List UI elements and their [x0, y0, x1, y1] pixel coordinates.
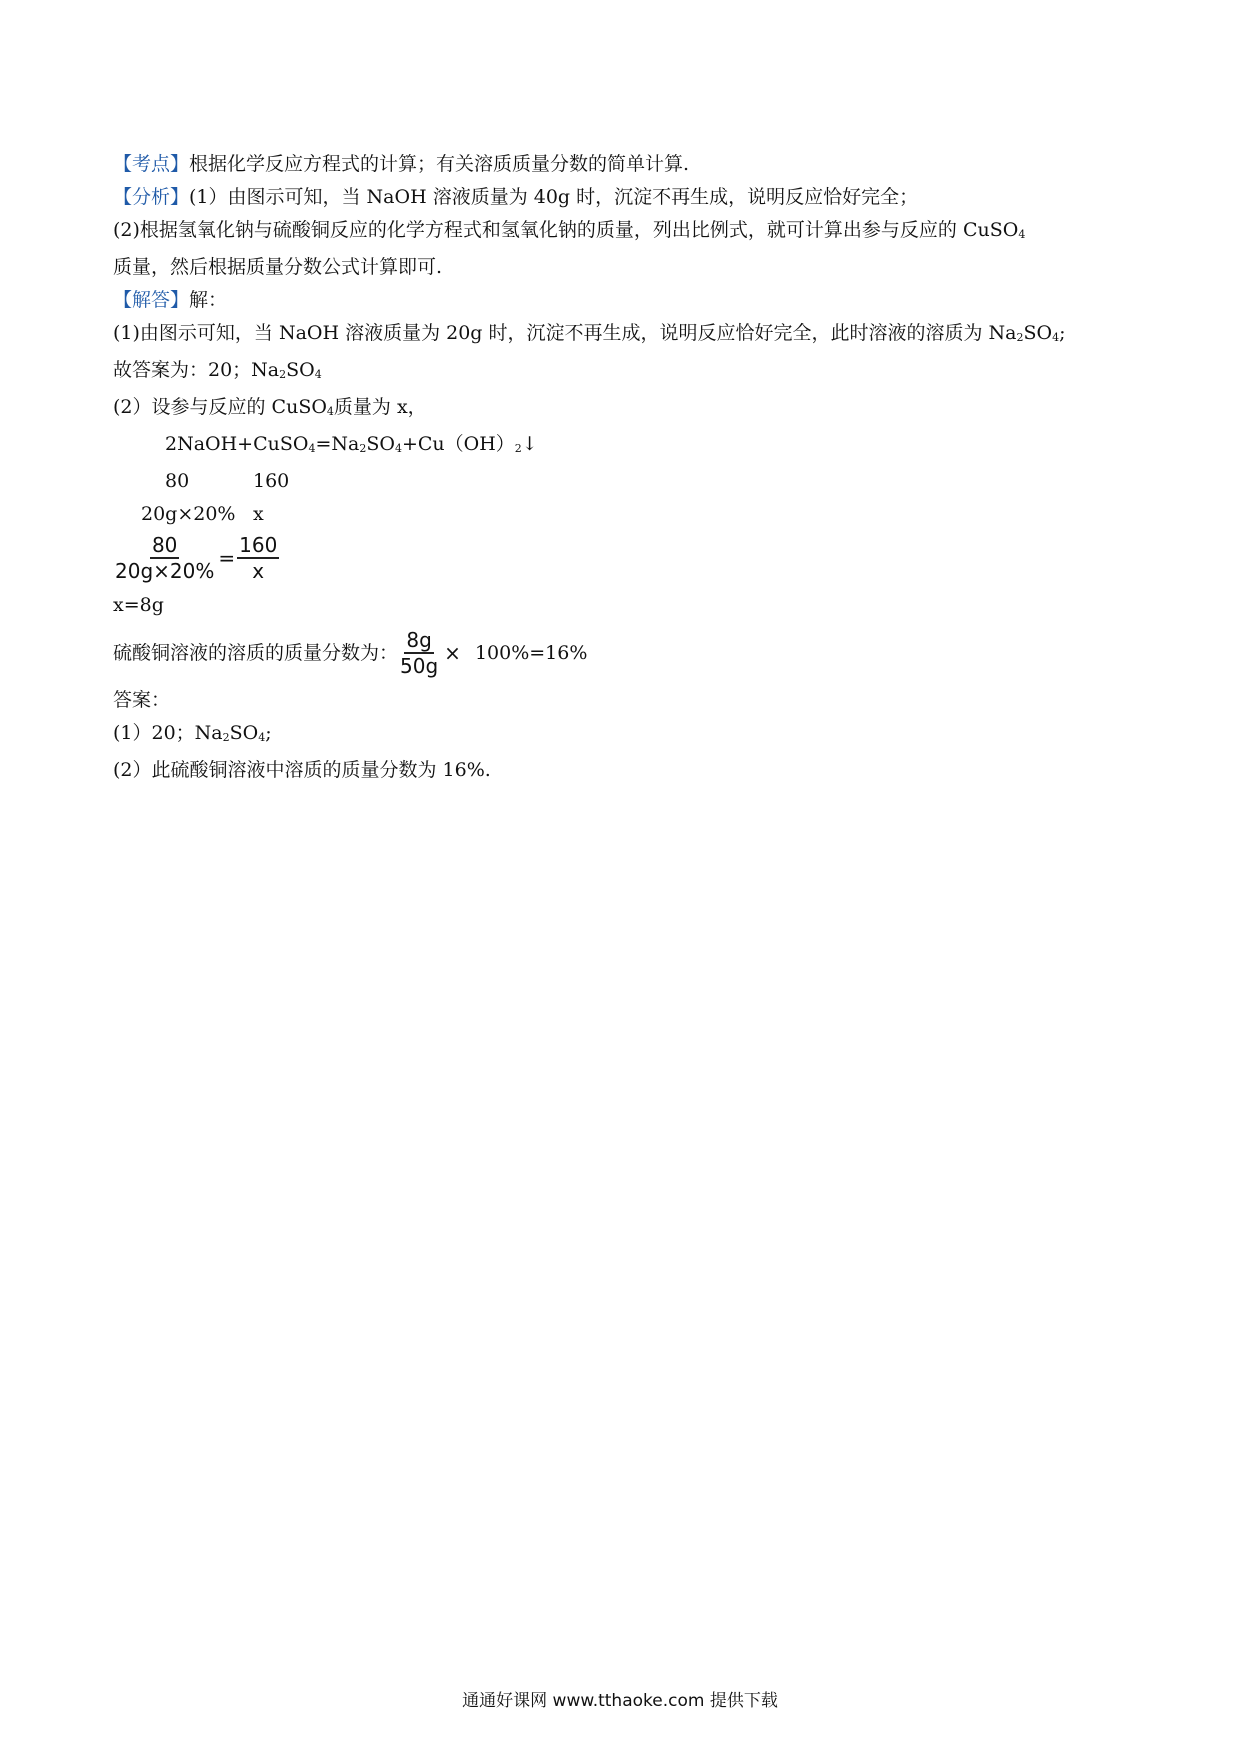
answer-text: 故答案为：20；Na	[113, 359, 280, 381]
equation-reactants: 2NaOH+CuSO	[165, 433, 309, 455]
mass-fraction-frac	[398, 628, 440, 678]
fenxi-line-2-text: (2)根据氢氧化钠与硫酸铜反应的化学方程式和氢氧化钠的质量，列出比例式，就可计算出参与反应的 CuSO	[113, 219, 1019, 241]
kaodian-text: 根据化学反应方程式的计算；有关溶质质量分数的简单计算.	[189, 153, 690, 175]
subscript: 4	[1018, 228, 1026, 241]
equation-product-1: =Na	[315, 433, 360, 455]
fraction-left-numerator: 80	[151, 533, 178, 557]
subscript: 4	[1052, 331, 1060, 344]
jieda-label: 【解答】	[113, 289, 190, 311]
jieda-line	[113, 284, 1133, 317]
subscript: 2	[359, 442, 367, 455]
answer-1	[113, 717, 1133, 754]
chemical-equation	[113, 428, 1133, 465]
fenxi-line-1	[113, 181, 1133, 214]
part-2-end: 质量为 x，	[333, 396, 427, 418]
subscript: 2	[514, 442, 522, 455]
answer-2: (2）此硫酸铜溶液中溶质的质量分数为 16%.	[113, 759, 491, 781]
fraction-right-numerator: 160	[239, 533, 278, 557]
punctuation: ;	[1059, 322, 1066, 344]
solution-part-1	[113, 317, 1133, 354]
subscript: 2	[1016, 331, 1024, 344]
fenxi-line-2	[113, 214, 1133, 251]
answer-1-text: (1）20；Na	[113, 722, 223, 744]
mass-fraction-denominator: 50g	[400, 654, 439, 678]
cuso4-unknown: x	[253, 503, 264, 525]
punctuation: ;	[265, 722, 272, 744]
fenxi-line-3: 质量，然后根据质量分数公式计算即可.	[113, 256, 443, 278]
molar-mass-cuso4: 160	[253, 470, 290, 492]
formula-part: SO	[366, 433, 395, 455]
subscript: 4	[258, 731, 266, 744]
fraction-right	[237, 533, 279, 583]
solution-content	[113, 148, 1133, 787]
precipitate-arrow: ↓	[521, 433, 538, 455]
answer-part-1-inline	[113, 354, 1133, 391]
equals-sign: =	[218, 545, 236, 570]
page-footer: 通通好课网 www.tthaoke.com 提供下载	[462, 1691, 778, 1711]
formula-part: SO	[286, 359, 315, 381]
subscript: 2	[222, 731, 230, 744]
proportion-equation	[113, 533, 1133, 583]
equation-product-2: +Cu（OH）	[401, 433, 515, 455]
subscript: 4	[394, 442, 402, 455]
subscript: 4	[314, 368, 322, 381]
kaodian-line	[113, 148, 1133, 181]
subscript: 4	[308, 442, 316, 455]
mass-fraction-label: 硫酸铜溶液的溶质的质量分数为：	[113, 641, 399, 664]
molar-mass-naoh: 80	[165, 470, 190, 492]
fraction-left	[113, 533, 216, 583]
mass-fraction-line	[113, 628, 1133, 678]
fenxi-label: 【分析】	[113, 186, 190, 208]
molar-mass-row	[113, 465, 1133, 498]
fraction-left-denominator: 20g×20%	[115, 559, 215, 583]
formula-part: SO	[1023, 322, 1053, 344]
subscript: 4	[326, 405, 334, 418]
formula-part: SO	[229, 722, 259, 744]
quantity-row	[113, 498, 1133, 531]
kaodian-label: 【考点】	[113, 153, 190, 175]
solution-part-2	[113, 391, 1133, 428]
part-1-text: (1)由图示可知，当 NaOH 溶液质量为 20g 时，沉淀不再生成，说明反应恰好完全，此时溶液的溶质为 Na	[113, 322, 1017, 344]
answer-label: 答案：	[113, 689, 171, 711]
mass-fraction-result: 100%=16%	[474, 641, 588, 664]
jieda-text: 解：	[189, 289, 228, 311]
subscript: 2	[279, 368, 287, 381]
part-2-text: (2）设参与反应的 CuSO	[113, 396, 327, 418]
fenxi-text: (1）由图示可知，当 NaOH 溶液质量为 40g 时，沉淀不再生成，说明反应恰好完全；	[189, 186, 919, 208]
times-sign: ×	[444, 640, 461, 665]
result-line: x=8g	[113, 594, 164, 616]
fraction-right-denominator: x	[252, 559, 265, 583]
naoh-quantity: 20g×20%	[141, 503, 236, 525]
mass-fraction-numerator: 8g	[406, 628, 432, 652]
